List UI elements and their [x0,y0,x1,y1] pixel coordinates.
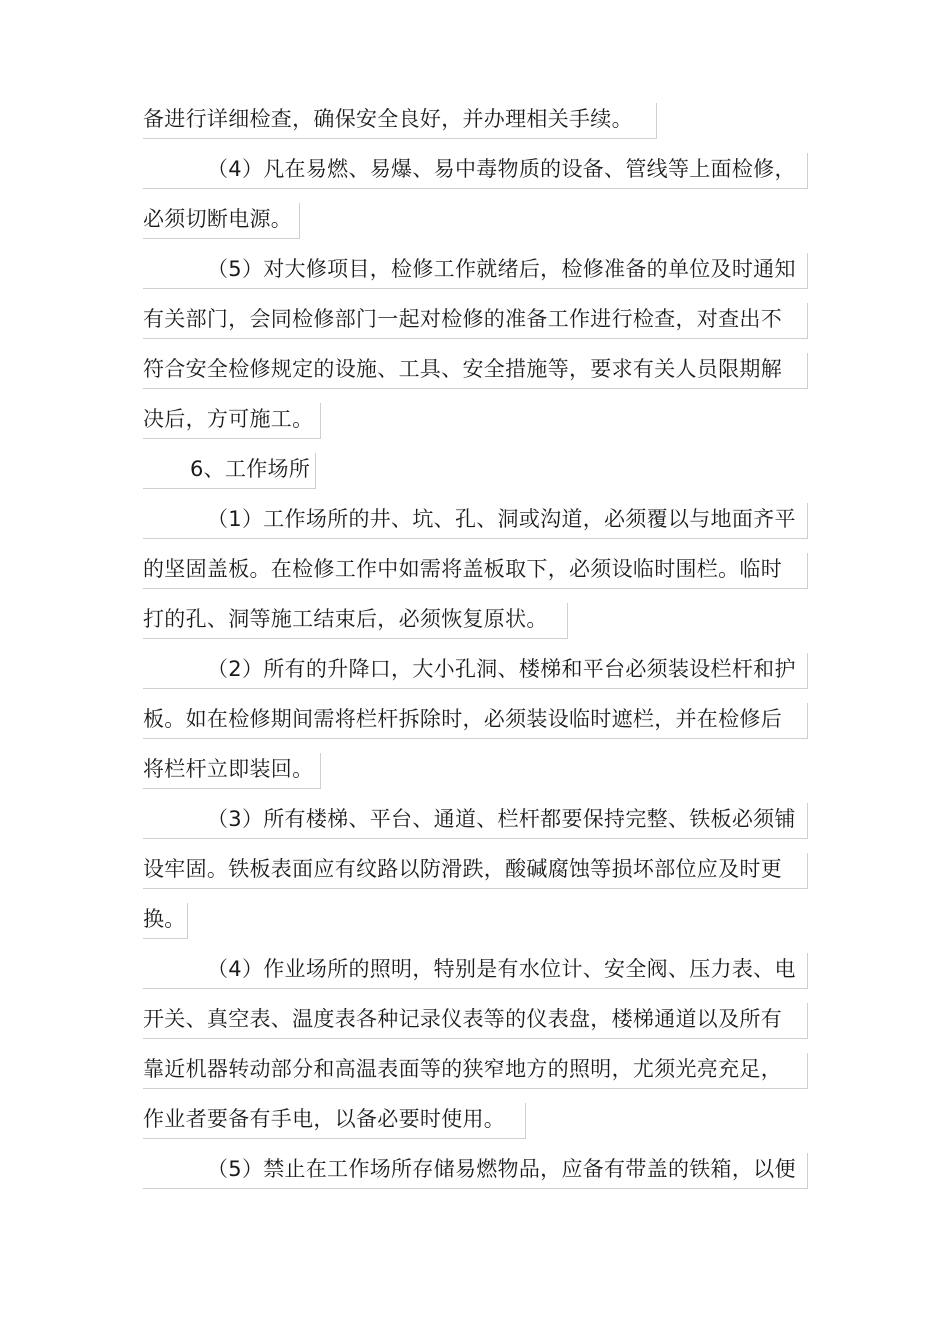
text-line: （5）禁止在工作场所存储易燃物品，应备有带盖的铁箱，以便 [143,1153,808,1189]
text-line: 换。 [143,903,188,939]
text-line: 必须切断电源。 [143,203,300,239]
text-line: 作业者要备有手电，以备必要时使用。 [143,1103,526,1139]
text-line: 设牢固。铁板表面应有纹路以防滑跌，酸碱腐蚀等损坏部位应及时更 [143,853,808,889]
text-line: 板。如在检修期间需将栏杆拆除时，必须装设临时遮栏，并在检修后 [143,703,808,739]
text-line: 将栏杆立即装回。 [143,753,321,789]
text-line: （5）对大修项目，检修工作就绪后，检修准备的单位及时通知 [143,253,808,289]
section-heading: 6、工作场所 [143,453,316,489]
text-line: 打的孔、洞等施工结束后，必须恢复原状。 [143,603,568,639]
text-line: 决后，方可施工。 [143,403,321,439]
text-line: （1）工作场所的井、坑、孔、洞或沟道，必须覆以与地面齐平 [143,503,808,539]
text-line: 靠近机器转动部分和高温表面等的狭窄地方的照明，尤须光亮充足， [143,1053,808,1089]
text-line: （3）所有楼梯、平台、通道、栏杆都要保持完整、铁板必须铺 [143,803,808,839]
text-line: 符合安全检修规定的设施、工具、安全措施等，要求有关人员限期解 [143,353,808,389]
text-line: 的坚固盖板。在检修工作中如需将盖板取下，必须设临时围栏。临时 [143,553,808,589]
text-line: 备进行详细检查，确保安全良好，并办理相关手续。 [143,103,657,139]
text-line: （2）所有的升降口，大小孔洞、楼梯和平台必须装设栏杆和护 [143,653,808,689]
text-line: （4）作业场所的照明，特别是有水位计、安全阀、压力表、电 [143,953,808,989]
text-line: 有关部门，会同检修部门一起对检修的准备工作进行检查，对查出不 [143,303,808,339]
text-line: （4）凡在易燃、易爆、易中毒物质的设备、管线等上面检修， [143,153,808,189]
text-line: 开关、真空表、温度表各种记录仪表等的仪表盘，楼梯通道以及所有 [143,1003,808,1039]
